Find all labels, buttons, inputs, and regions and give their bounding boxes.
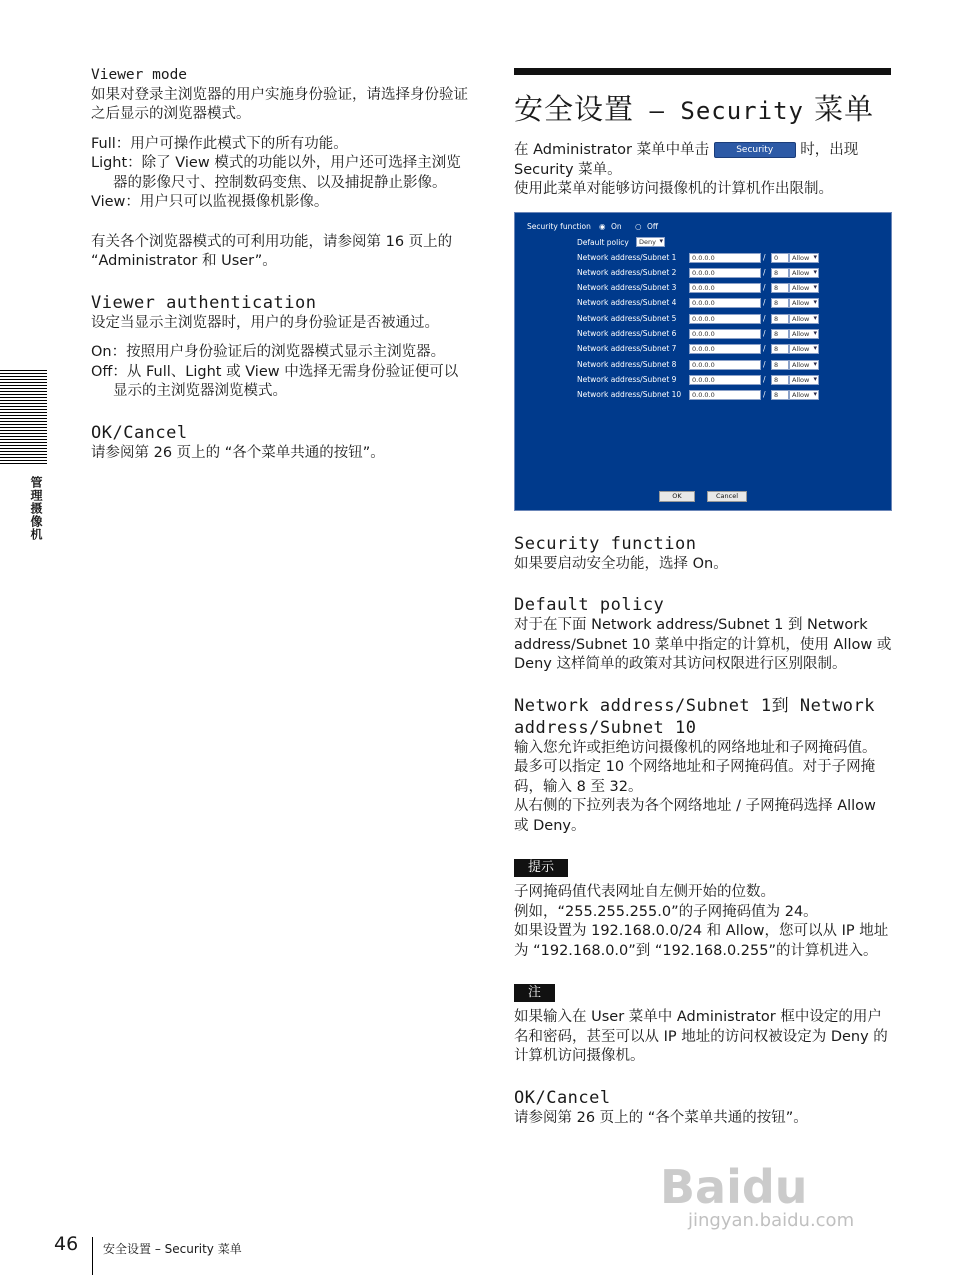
footer-divider <box>92 1237 93 1275</box>
screen-on-label: On <box>611 221 622 231</box>
subnet-policy-select: Allow ▾ <box>789 329 819 339</box>
subnet-slash: / <box>763 283 766 293</box>
subnet-policy-select: Allow ▾ <box>789 360 819 370</box>
subnet-mask-field: 8 <box>771 375 789 385</box>
viewer-auth-desc: 设定当显示主浏览器时，用户的身份验证是否被通过。 <box>91 314 439 331</box>
network-desc-2: 最多可以指定 10 个网络地址和子网掩码值。对于子网掩码，输入 8 至 32。 <box>514 759 876 795</box>
network-desc-1: 输入您允许或拒绝访问摄像机的网络地址和子网掩码值。 <box>514 739 877 756</box>
screen-default-policy-label: Default policy <box>577 237 629 247</box>
subnet-mask-field: 8 <box>771 298 789 308</box>
subnet-mask-field: 0 <box>771 253 789 263</box>
auth-on-item: On：按照用户身份验证后的浏览器模式显示主浏览器。 <box>91 344 446 360</box>
full-mode-item: Full：用户可操作此模式下的所有功能。 <box>91 135 348 152</box>
left-okcancel-desc: 请参阅第 26 页上的 “各个菜单共通的按钮”。 <box>91 444 385 461</box>
subnet-label: Network address/Subnet 6 <box>577 329 677 338</box>
subnet-policy-select: Allow ▾ <box>789 390 819 400</box>
subnet-mask-field: 8 <box>771 283 789 293</box>
section-top-bar <box>514 68 891 75</box>
intro-a: 在 Administrator 菜单中单击 <box>514 142 710 158</box>
left-column <box>91 66 471 463</box>
radio-on-icon: ◉ <box>599 221 606 231</box>
title-cn2: 菜单 <box>803 92 875 126</box>
subnet-address-field: 0.0.0.0 <box>689 253 761 263</box>
subnet-address-field: 0.0.0.0 <box>689 344 761 354</box>
subnet-address-field: 0.0.0.0 <box>689 314 761 324</box>
intro-b: 时，出现 Security 菜单。 <box>514 142 859 178</box>
intro-c: 使用此菜单对能够访问摄像机的计算机作出限制。 <box>514 181 833 197</box>
subnet-mask-field: 8 <box>771 390 789 400</box>
network-desc-3: 从右侧的下拉列表为各个网络地址 / 子网掩码选择 Allow 或 Deny。 <box>514 798 876 834</box>
subnet-slash: / <box>763 390 766 400</box>
hint-2: 例如，“255.255.255.0”的子网掩码值为 24。 <box>514 903 818 920</box>
subnet-policy-select: Allow ▾ <box>789 344 819 354</box>
section-title <box>514 89 892 131</box>
subnet-slash: / <box>763 329 766 338</box>
screen-off-label: Off <box>647 221 659 231</box>
subnet-policy-select: Allow ▾ <box>789 268 819 278</box>
subnet-label: Network address/Subnet 4 <box>577 298 677 308</box>
subnet-label: Network address/Subnet 1 <box>577 252 677 262</box>
viewer-auth-heading: Viewer authentication <box>91 292 317 313</box>
viewer-mode-heading: Viewer mode <box>91 67 188 83</box>
right-column <box>514 68 892 1128</box>
subnet-slash: / <box>763 252 766 262</box>
screen-security-function-label: Security function <box>527 221 591 231</box>
light-mode-item: Light：除了 View 模式的功能以外，用户还可选择主浏览器的影像尺寸、控制数码变焦、以及捕捉静止影像。 <box>91 155 461 191</box>
subnet-mask-field: 8 <box>771 268 789 278</box>
view-mode-item: View：用户只可以监视摄像机影像。 <box>91 194 329 210</box>
page-number: 46 <box>54 1233 79 1255</box>
security-button-image: Security <box>714 142 796 158</box>
subnet-label: Network address/Subnet 7 <box>577 344 677 354</box>
subnet-slash: / <box>763 374 766 384</box>
intro-text <box>514 141 892 180</box>
subnet-address-field: 0.0.0.0 <box>689 298 761 308</box>
baidu-watermark-logo: Baidu <box>660 1160 808 1214</box>
subnet-mask-field: 8 <box>771 329 789 339</box>
subnet-slash: / <box>763 298 766 308</box>
network-heading-2: address/Subnet 10 <box>514 717 697 738</box>
subnet-address-field: 0.0.0.0 <box>689 329 761 339</box>
security-function-heading: Security function <box>514 533 697 554</box>
baidu-watermark-url: jingyan.baidu.com <box>688 1210 855 1231</box>
subnet-label: Network address/Subnet 3 <box>577 283 677 293</box>
subnet-policy-select: Allow ▾ <box>789 283 819 293</box>
screen-cancel-button: Cancel <box>707 491 747 502</box>
footer-text: 安全设置 – Security 菜单 <box>103 1242 242 1256</box>
subnet-address-field: 0.0.0.0 <box>689 390 761 400</box>
viewer-mode-desc: 如果对登录主浏览器的用户实施身份验证，请选择身份验证之后显示的浏览器模式。 <box>91 86 468 122</box>
subnet-policy-select: Allow ▾ <box>789 253 819 263</box>
note-1: 如果输入在 User 菜单中 Administrator 框中设定的用户名和密码，甚至可以从 IP 地址的访问权被设定为 Deny 的计算机访问摄像机。 <box>514 1009 888 1064</box>
note-label: 注 <box>514 984 555 1002</box>
default-policy-select: Deny ▾ <box>636 237 665 247</box>
auth-off-item: Off：从 Full、Light 或 View 中选择无需身份验证便可以显示的主浏览器浏览模式。 <box>91 363 459 399</box>
subnet-label: Network address/Subnet 9 <box>577 374 677 384</box>
subnet-label: Network address/Subnet 10 <box>577 390 682 400</box>
subnet-slash: / <box>763 267 766 277</box>
title-en: Security <box>680 97 804 125</box>
subnet-mask-field: 8 <box>771 360 789 370</box>
subnet-address-field: 0.0.0.0 <box>689 283 761 293</box>
subnet-policy-select: Allow ▾ <box>789 375 819 385</box>
left-okcancel-heading: OK/Cancel <box>91 422 188 443</box>
subnet-policy-select: Allow ▾ <box>789 314 819 324</box>
subnet-slash: / <box>763 313 766 323</box>
network-heading-1: Network address/Subnet 1到 Network <box>514 695 876 716</box>
subnet-address-field: 0.0.0.0 <box>689 360 761 370</box>
hint-1: 子网掩码值代表网址自左侧开始的位数。 <box>514 884 775 900</box>
right-okcancel-desc: 请参阅第 26 页上的 “各个菜单共通的按钮”。 <box>514 1109 808 1126</box>
mode-reference: 有关各个浏览器模式的可利用功能，请参阅第 16 页上的 “Administrator 和 User”。 <box>91 233 453 269</box>
subnet-label: Network address/Subnet 2 <box>577 267 677 277</box>
security-function-desc: 如果要启动安全功能，选择 On。 <box>514 555 728 572</box>
subnet-address-field: 0.0.0.0 <box>689 375 761 385</box>
security-menu-screenshot <box>514 212 892 511</box>
hint-3: 如果设置为 192.168.0.0/24 和 Allow，您可以从 IP 地址为 “192.168.0.0”到 “192.168.0.255”的计算机进入。 <box>514 923 889 959</box>
title-dash: – <box>634 97 681 125</box>
right-okcancel-heading: OK/Cancel <box>514 1087 611 1108</box>
screen-ok-button: OK <box>659 491 695 502</box>
hint-label: 提示 <box>514 859 568 877</box>
subnet-mask-field: 8 <box>771 344 789 354</box>
sidebar-chapter-label: 管理摄像机 <box>29 476 43 541</box>
subnet-mask-field: 8 <box>771 314 789 324</box>
sidebar-tab-stripes <box>0 370 47 466</box>
subnet-label: Network address/Subnet 5 <box>577 313 677 323</box>
default-policy-desc: 对于在下面 Network address/Subnet 1 到 Network address/Subnet 10 菜单中指定的计算机，使用 Allow 或 Deny 这样简单的政策对其访问权限进行区别限制。 <box>514 617 892 672</box>
radio-off-icon: ○ <box>635 221 642 231</box>
title-cn: 安全设置 <box>514 92 635 126</box>
subnet-address-field: 0.0.0.0 <box>689 268 761 278</box>
subnet-slash: / <box>763 359 766 369</box>
subnet-slash: / <box>763 344 766 354</box>
default-policy-heading: Default policy <box>514 595 665 615</box>
subnet-label: Network address/Subnet 8 <box>577 359 677 369</box>
subnet-policy-select: Allow ▾ <box>789 298 819 308</box>
